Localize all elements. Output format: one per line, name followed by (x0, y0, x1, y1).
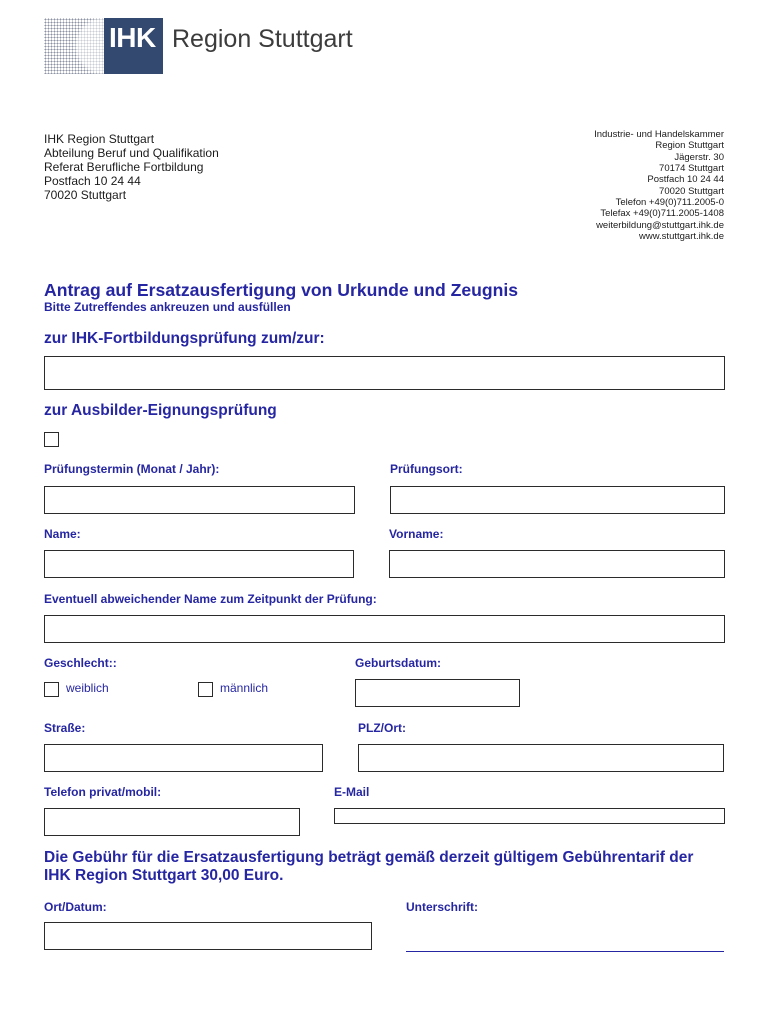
signature-line (406, 951, 724, 952)
ausbilder-checkbox[interactable] (44, 432, 59, 447)
plz-ort-label: PLZ/Ort: (358, 721, 406, 735)
form-title: Antrag auf Ersatzausfertigung von Urkunde und Zeugnis (44, 280, 519, 300)
ort-datum-label: Ort/Datum: (44, 900, 107, 914)
strasse-field[interactable] (44, 744, 323, 772)
pruefungstermin-label: Prüfungstermin (Monat / Jahr): (44, 462, 220, 476)
sender-address (44, 132, 219, 202)
telefon-field[interactable] (44, 808, 300, 836)
logo-name: Region Stuttgart (172, 25, 353, 53)
sender-address-line: Referat Berufliche Fortbildung (44, 160, 204, 174)
form-subtitle: Bitte Zutreffendes ankreuzen und ausfüllen (44, 300, 291, 314)
sender-address-line: IHK Region Stuttgart (44, 132, 155, 146)
abweichender-name-label: Eventuell abweichender Name zum Zeitpunkt der Prüfung: (44, 592, 377, 606)
fortbildung-heading: zur IHK-Fortbildungsprüfung zum/zur: (44, 330, 325, 347)
email-label: E-Mail (334, 785, 370, 799)
geburtsdatum-field[interactable] (355, 679, 520, 707)
fee-notice-line: IHK Region Stuttgart 30,00 Euro. (44, 867, 284, 884)
logo-halftone-graphic (44, 18, 104, 74)
sender-address-line: Abteilung Beruf und Qualifikation (44, 146, 219, 160)
maennlich-checkbox[interactable] (198, 682, 213, 697)
contact-line: Region Stuttgart (655, 140, 724, 152)
pruefungsort-label: Prüfungsort: (390, 462, 463, 476)
sender-address-line: Postfach 10 24 44 (44, 174, 141, 188)
contact-email: weiterbildung@stuttgart.ihk.de (596, 219, 724, 231)
geburtsdatum-label: Geburtsdatum: (355, 656, 442, 670)
geschlecht-label: Geschlecht:: (44, 656, 117, 670)
contact-line: Industrie- und Handelskammer (594, 129, 724, 140)
vorname-label: Vorname: (389, 527, 444, 541)
name-field[interactable] (44, 550, 354, 578)
fortbildung-field[interactable] (44, 356, 725, 390)
pruefungstermin-field[interactable] (44, 486, 355, 514)
chamber-contact (594, 129, 724, 242)
contact-line: Postfach 10 24 44 (647, 174, 724, 186)
contact-line: Jägerstr. 30 (674, 151, 724, 163)
contact-line: 70020 Stuttgart (659, 185, 724, 197)
logo-abbr: IHK (109, 22, 156, 53)
pruefungsort-field[interactable] (390, 486, 725, 514)
maennlich-label: männlich (220, 681, 269, 695)
sender-address-line: 70020 Stuttgart (44, 188, 127, 202)
ort-datum-field[interactable] (44, 922, 372, 950)
fee-notice-line: Die Gebühr für die Ersatzausfertigung beträgt gemäß derzeit gültigem Gebührentarif der (44, 849, 694, 866)
abweichender-name-field[interactable] (44, 615, 725, 643)
ausbilder-heading: zur Ausbilder-Eignungsprüfung (44, 402, 277, 419)
contact-phone: Telefon +49(0)711.2005-0 (615, 196, 724, 208)
vorname-field[interactable] (389, 550, 725, 578)
weiblich-checkbox[interactable] (44, 682, 59, 697)
contact-line: 70174 Stuttgart (659, 162, 724, 174)
contact-website: www.stuttgart.ihk.de (638, 230, 724, 242)
contact-fax: Telefax +49(0)711.2005-1408 (600, 208, 724, 220)
plz-ort-field[interactable] (358, 744, 724, 772)
telefon-label: Telefon privat/mobil: (44, 785, 162, 799)
email-field[interactable] (334, 808, 725, 824)
strasse-label: Straße: (44, 721, 86, 735)
weiblich-label: weiblich (66, 681, 109, 695)
name-label: Name: (44, 527, 81, 541)
unterschrift-label: Unterschrift: (406, 900, 479, 914)
